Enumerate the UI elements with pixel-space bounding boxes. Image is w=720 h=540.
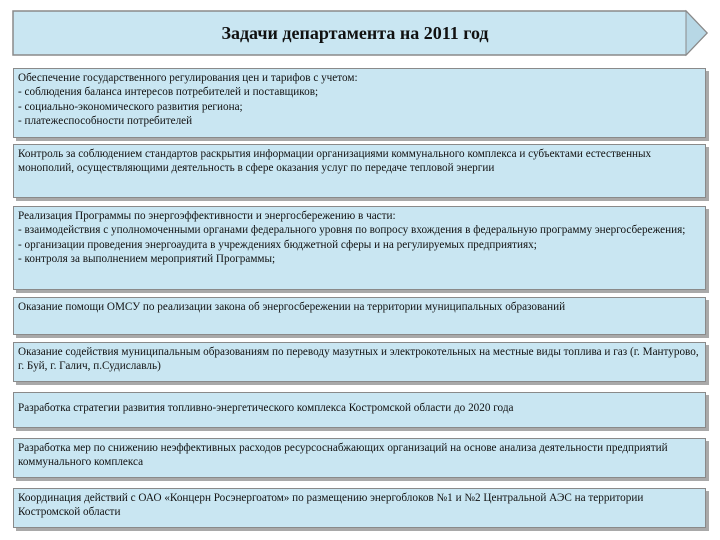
task-text: Оказание помощи ОМСУ по реализации закона об энергосбережении на территории муниципальных образований: [18, 301, 566, 313]
task-text: Оказание содействия муниципальным образованиям по переводу мазутных и электрокотельных на местные виды топлива и газ (г. Мантурово, г. Буй, г. Галич, п.Судиславль): [18, 346, 699, 373]
task-box-2: [13, 144, 706, 198]
task-text: Контроль за соблюдением стандартов раскрытия информации организациями коммунального комплекса и субъектами естественных монополий, осуществляющими деятельность в сфере оказания услуг по передаче тепловой энергии: [18, 148, 652, 175]
task-text: Координация действий с ОАО «Концерн Росэнергоатом» по размещению энергоблоков №1 и №2 Центральной АЭС на территории Костромской области: [18, 492, 644, 519]
task-line: Реализация Программы по энергоэффективности и энергосбережению в части:: [18, 210, 396, 222]
task-box-3: [13, 206, 706, 290]
task-box-1: [13, 68, 706, 138]
task-line: - платежеспособности потребителей: [18, 115, 193, 128]
task-line: - организации проведения энергоаудита в учреждениях бюджетной сферы и на регулируемых предприятиях;: [18, 238, 537, 251]
page-title: Задачи департамента на 2011 год: [221, 22, 489, 43]
title-banner: [10, 8, 710, 58]
task-box-7: [13, 438, 706, 478]
task-line: - взаимодействия с уполномоченными органами федерального уровня по вопросу вхождения в федеральную программу энергосбережения;: [18, 224, 686, 237]
task-text: Разработка стратегии развития топливно-энергетического комплекса Костромской области до 2020 года: [18, 402, 514, 414]
task-box-8: [13, 488, 706, 528]
task-line: Обеспечение государственного регулирования цен и тарифов с учетом:: [18, 72, 358, 84]
task-line: - соблюдения баланса интересов потребителей и поставщиков;: [18, 86, 319, 99]
task-line: - социально-экономического развития региона;: [18, 100, 243, 113]
task-box-4: [13, 297, 706, 335]
task-box-5: [13, 342, 706, 382]
task-text: Разработка мер по снижению неэффективных расходов ресурсоснабжающих организаций на основе анализа деятельности предприятий коммунального комплекса: [18, 442, 668, 469]
task-box-6: [13, 392, 706, 428]
task-line: - контроля за выполнением мероприятий Программы;: [18, 253, 276, 266]
